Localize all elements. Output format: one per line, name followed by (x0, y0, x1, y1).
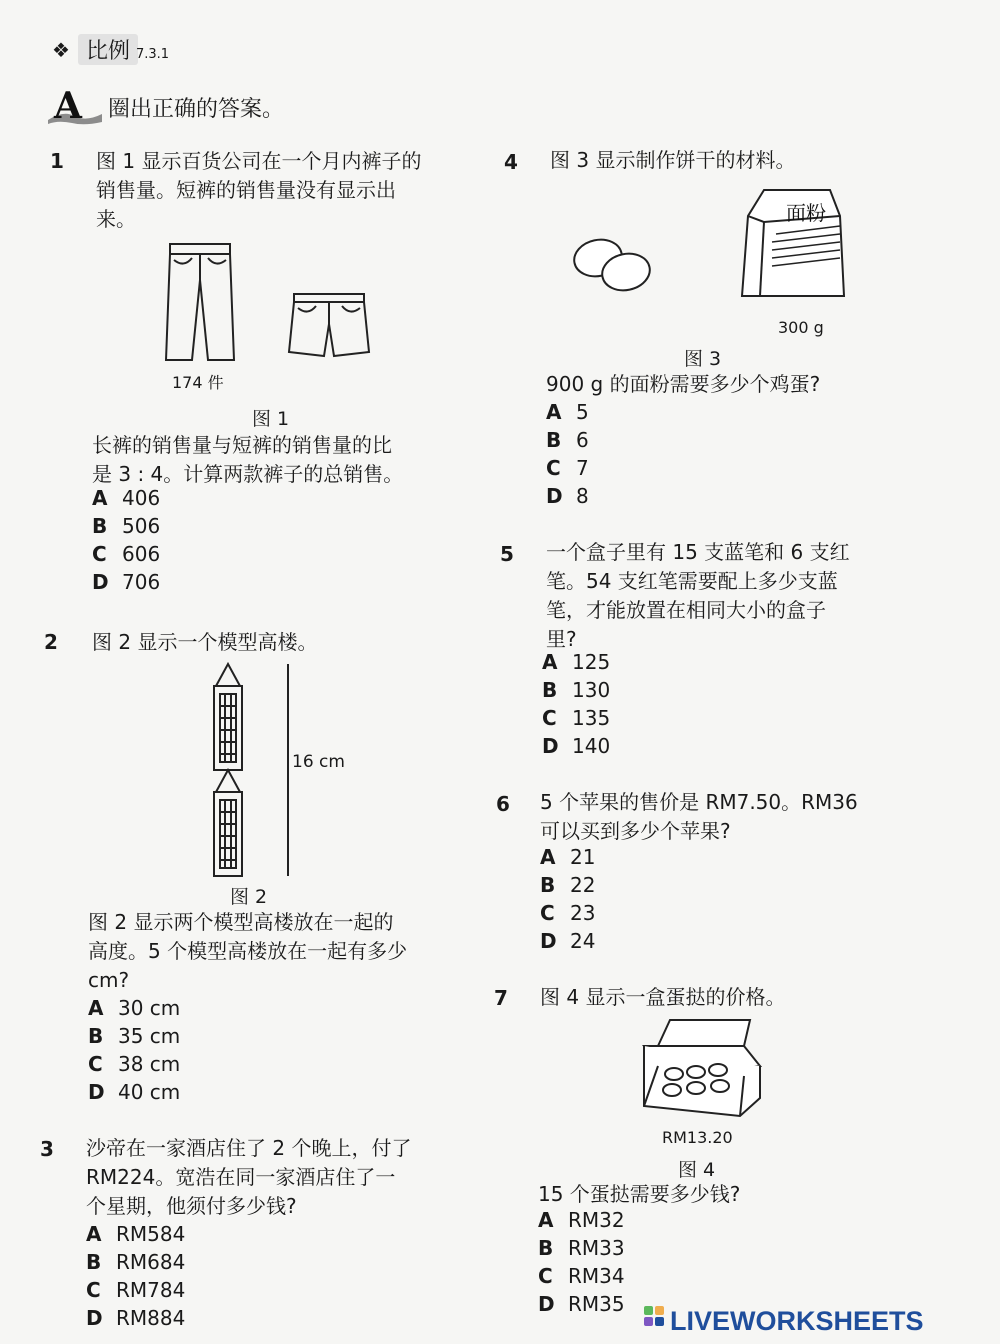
question-5-options (542, 648, 610, 760)
option-b[interactable]: B 22 (540, 873, 596, 897)
question-1-text-2: 长裤的销售量与短裤的销售量的比 是 3 : 4。计算两款裤子的总销售。 (92, 433, 404, 486)
logo-block-2 (655, 1306, 664, 1315)
question-4-text: 图 3 显示制作饼干的材料。 (550, 148, 796, 172)
question-5-text: 一个盒子里有 15 支蓝笔和 6 支红 笔。54 支红笔需要配上多少支蓝 笔，才能放置在相同大小的盒子 里? (546, 540, 850, 651)
question-1-number: 1 (50, 149, 64, 173)
option-a[interactable]: A 21 (540, 845, 596, 869)
question-2-text-2: 图 2 显示两个模型高楼放在一起的 高度。5 个模型高楼放在一起有多少 cm? (88, 910, 408, 992)
question-4-number: 4 (504, 150, 518, 174)
option-b[interactable]: B RM684 (86, 1250, 186, 1274)
question-7-text: 图 4 显示一盒蛋挞的价格。 (540, 985, 786, 1009)
logo-block-3 (644, 1317, 653, 1326)
logo-block-4 (655, 1317, 664, 1326)
question-5-number: 5 (500, 542, 514, 566)
egg-tart-price-label: RM13.20 (662, 1128, 733, 1147)
option-a[interactable]: A 406 (92, 486, 161, 510)
option-b[interactable]: B 35 cm (88, 1024, 181, 1048)
question-2-text: 图 2 显示一个模型高楼。 (92, 630, 318, 654)
question-1-text: 图 1 显示百货公司在一个月内裤子的 销售量。短裤的销售量没有显示出 来。 (96, 149, 422, 231)
option-a[interactable]: A RM32 (538, 1208, 625, 1232)
liveworksheets-text: LIVEWORKSHEETS (670, 1306, 924, 1336)
figure-2-label: 图 2 (230, 886, 268, 908)
shorts-illustration (286, 290, 372, 360)
egg-tart-box-illustration (640, 1016, 764, 1126)
option-b[interactable]: B RM33 (538, 1236, 625, 1260)
flour-bag-illustration (736, 186, 856, 306)
option-b[interactable]: B 130 (542, 678, 611, 702)
standard-code: 7.3.1 (136, 47, 170, 62)
option-d[interactable]: D 24 (540, 929, 596, 953)
option-a[interactable]: A 5 (546, 400, 589, 424)
option-a[interactable]: A 30 cm (88, 996, 181, 1020)
option-d[interactable]: D 40 cm (88, 1080, 181, 1104)
flour-weight-label: 300 g (778, 318, 824, 337)
topic-label: 比例 (78, 34, 138, 65)
question-6-options (540, 843, 595, 955)
question-7-number: 7 (494, 986, 508, 1010)
option-c[interactable]: C 606 (92, 542, 161, 566)
flour-bag-label: 面粉 (786, 201, 826, 225)
option-a[interactable]: A 125 (542, 650, 611, 674)
question-1-options (92, 484, 160, 596)
option-b[interactable]: B 6 (546, 428, 589, 452)
question-4-options (546, 398, 589, 510)
question-3-text: 沙帝在一家酒店住了 2 个晚上，付了 RM224。宽浩在同一家酒店住了一 个星期，他须付多少钱? (86, 1136, 412, 1218)
question-6-number: 6 (496, 792, 510, 816)
figure-1-label: 图 1 (252, 408, 290, 430)
option-d[interactable]: D 140 (542, 734, 611, 758)
question-6-text: 5 个苹果的售价是 RM7.50。RM36 可以买到多少个苹果? (540, 790, 858, 843)
tower-height-label: 16 cm (292, 752, 345, 772)
question-7-text-2: 15 个蛋挞需要多少钱? (538, 1182, 741, 1206)
figure-4-label: 图 4 (678, 1159, 716, 1181)
option-b[interactable]: B 506 (92, 514, 161, 538)
question-2-number: 2 (44, 630, 58, 654)
option-c[interactable]: C RM784 (86, 1278, 186, 1302)
option-c[interactable]: C 7 (546, 456, 589, 480)
option-c[interactable]: C RM34 (538, 1264, 625, 1288)
question-7-options (538, 1206, 625, 1318)
question-3-options (86, 1220, 185, 1332)
option-d[interactable]: D RM35 (538, 1292, 625, 1316)
option-c[interactable]: C 135 (542, 706, 611, 730)
option-d[interactable]: D 706 (92, 570, 161, 594)
logo-block-1 (644, 1306, 653, 1315)
option-c[interactable]: C 38 cm (88, 1052, 181, 1076)
diamond-icon: ❖ (52, 38, 70, 62)
option-c[interactable]: C 23 (540, 901, 596, 925)
option-d[interactable]: D 8 (546, 484, 589, 508)
question-2-options (88, 994, 180, 1106)
option-a[interactable]: A RM584 (86, 1222, 186, 1246)
question-4-text-2: 900 g 的面粉需要多少个鸡蛋? (546, 372, 821, 396)
section-instruction: 圈出正确的答案。 (108, 97, 285, 122)
pants-sales-caption: 174 件 (172, 373, 224, 392)
long-pants-illustration (160, 240, 240, 365)
figure-3-label: 图 3 (684, 348, 722, 370)
eggs-illustration (570, 230, 656, 300)
question-3-number: 3 (40, 1137, 54, 1161)
option-d[interactable]: D RM884 (86, 1306, 186, 1330)
liveworksheets-logo (642, 1302, 942, 1336)
section-a-badge (44, 86, 106, 126)
model-tower-illustration (206, 660, 306, 880)
section-letter: A (54, 86, 82, 126)
